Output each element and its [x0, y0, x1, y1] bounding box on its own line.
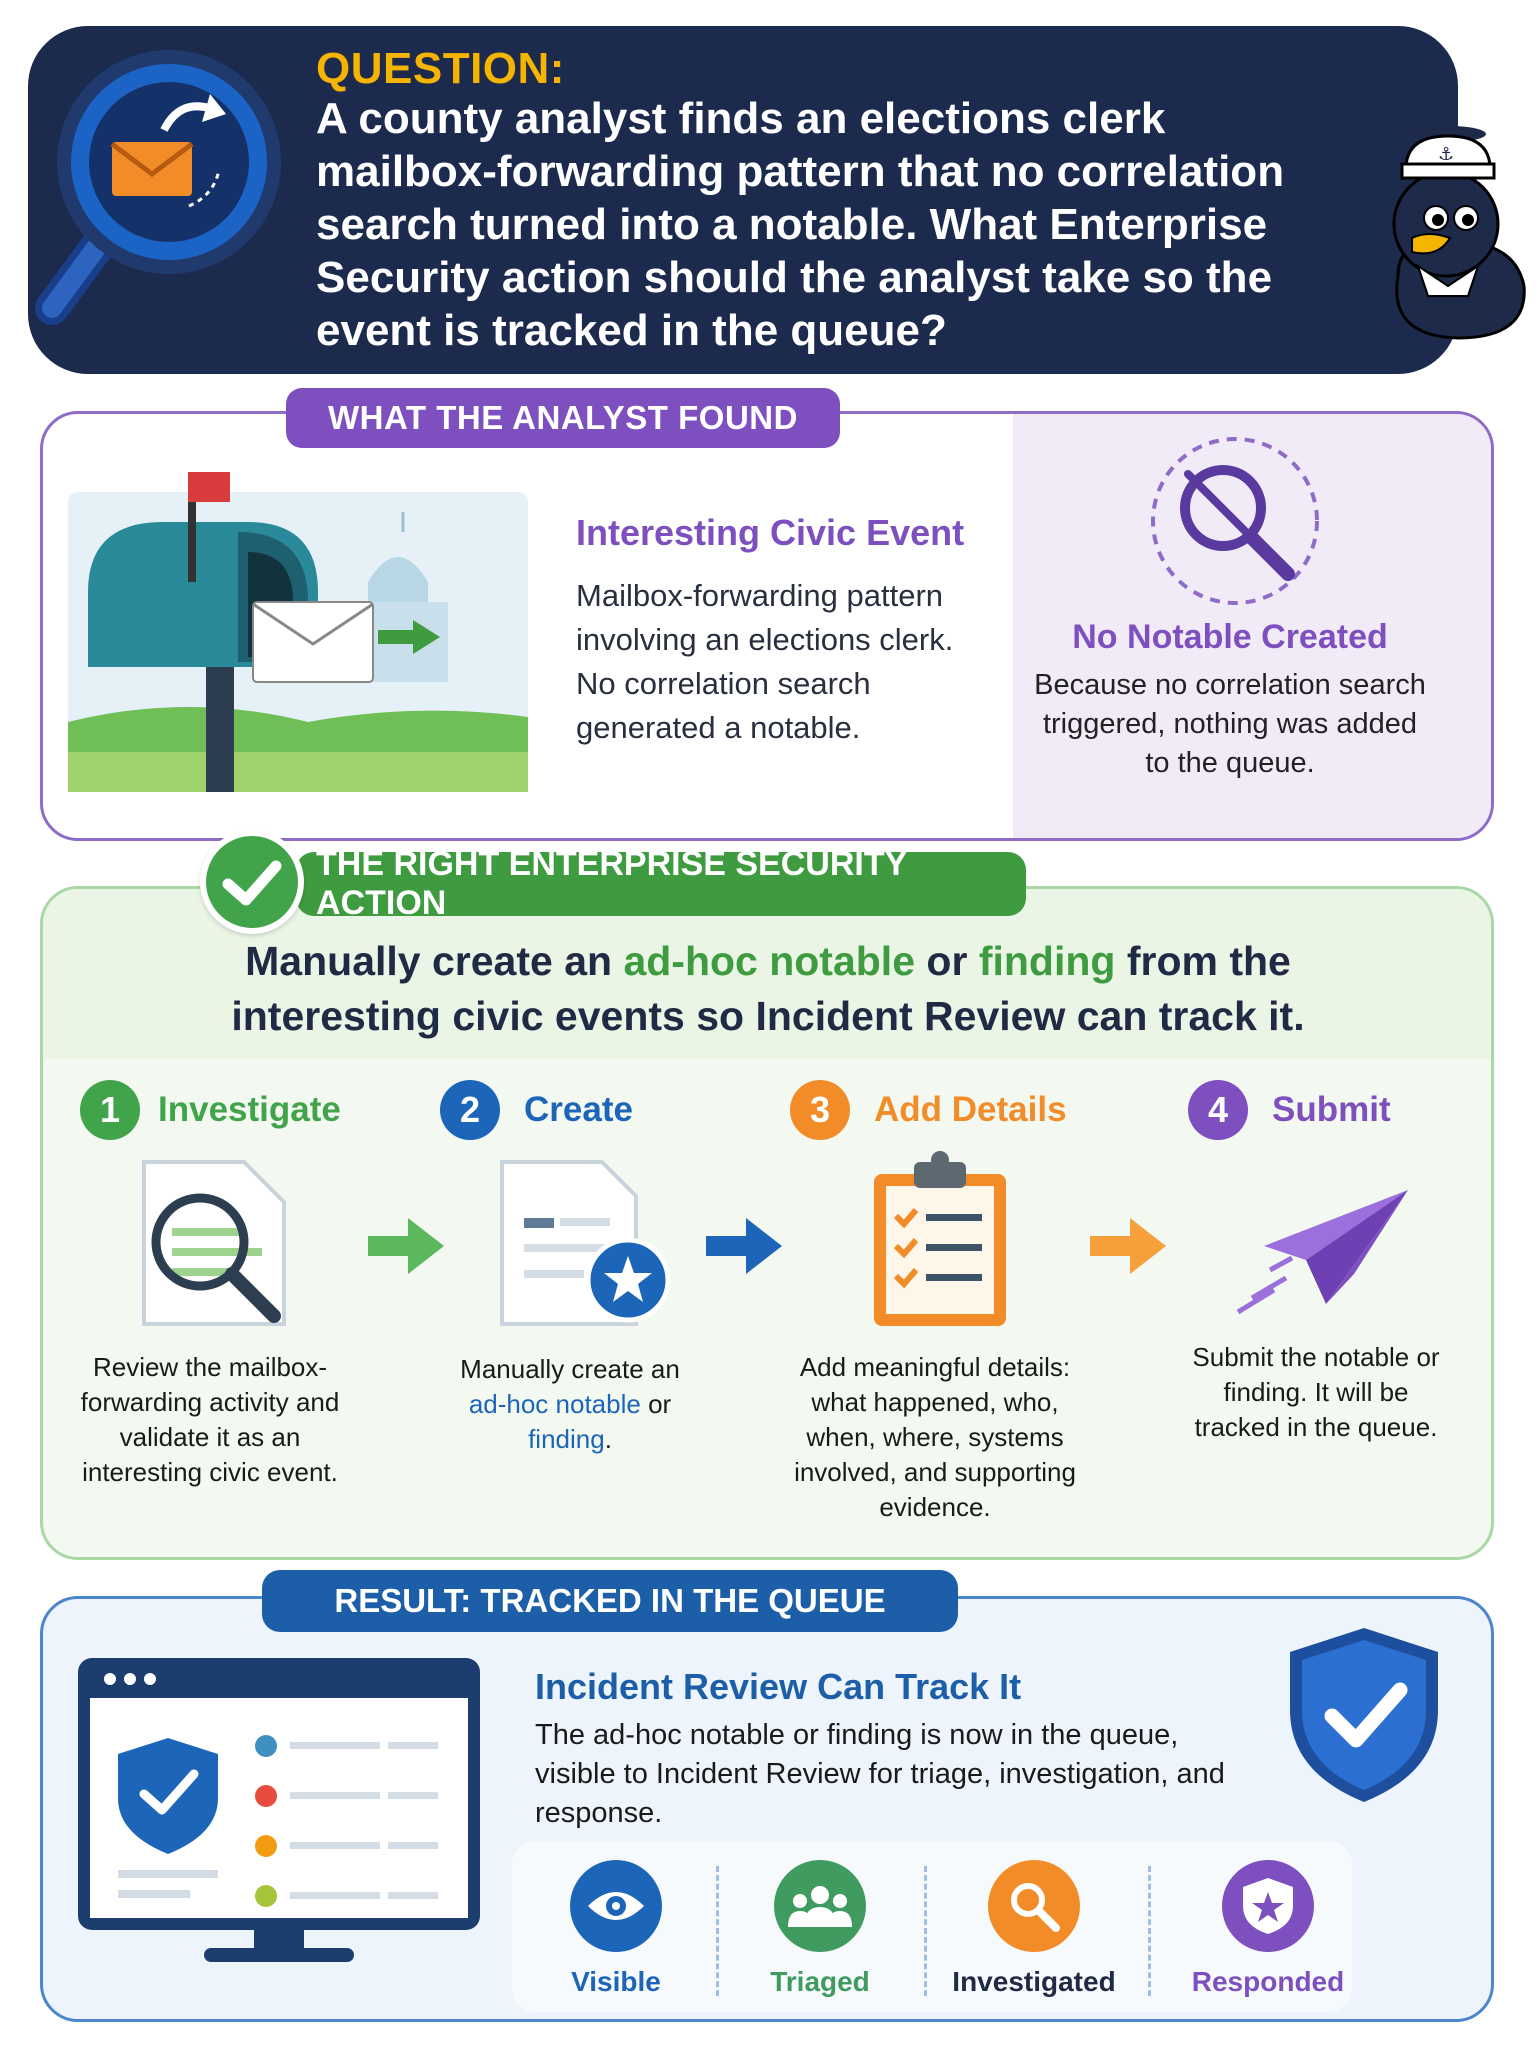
step-2-desc-text: . [604, 1424, 612, 1454]
sailor-duck-mascot [1368, 126, 1528, 346]
result-description: The ad-hoc notable or finding is now in the queue, visible to Incident Review for triage, investigation, and response. [535, 1719, 1225, 1829]
clipboard-checklist-icon [870, 1150, 1010, 1330]
headline-text: Manually create an [245, 938, 624, 984]
status-divider [924, 1866, 927, 1996]
step-2-desc-highlight: finding [528, 1424, 605, 1454]
shield-check-icon [1284, 1624, 1444, 1804]
magnifier-mail-icon [14, 30, 304, 330]
civic-event-title: Interesting Civic Event [576, 512, 965, 553]
status-visible-label: Visible [571, 1966, 661, 1997]
step-4-title: Submit [1272, 1090, 1391, 1129]
arrow-right-icon [706, 1218, 782, 1274]
no-notable-title: No Notable Created [1072, 618, 1388, 656]
step-2-description [440, 1352, 700, 1457]
eye-icon [570, 1860, 662, 1952]
step-2-desc-text: Manually create an [460, 1354, 680, 1384]
step-1-description: Review the mailbox-forwarding activity and validate it as an interesting civic event. [80, 1352, 340, 1487]
step-2-desc-highlight: ad-hoc notable [468, 1389, 641, 1419]
step-1-title: Investigate [158, 1090, 341, 1129]
result-section-tab: RESULT: TRACKED IN THE QUEUE [262, 1570, 958, 1632]
dashboard-monitor-illustration [78, 1658, 480, 1968]
status-divider [1148, 1866, 1151, 1996]
magnifier-icon [988, 1860, 1080, 1952]
checkmark-badge [200, 830, 304, 934]
mailbox-illustration [68, 472, 528, 792]
investigate-icon [134, 1158, 294, 1328]
no-search-icon [1148, 434, 1322, 608]
headline-text: from the [1115, 938, 1291, 984]
arrow-right-icon [368, 1218, 444, 1274]
step-3-title: Add Details [874, 1090, 1067, 1129]
step-2-title: Create [524, 1090, 633, 1129]
headline-text: interesting civic events so Incident Review can track it. [231, 993, 1305, 1039]
question-label: QUESTION: [316, 44, 565, 93]
check-icon [206, 836, 298, 928]
question-text: A county analyst finds an elections clerk mailbox-forwarding pattern that no correlation search turned into a notable. What Enterprise Security action should the analyst take so the event is tracked in the queue? [316, 94, 1285, 355]
step-2-number: 2 [440, 1080, 500, 1140]
step-4-description: Submit the notable or finding. It will be tracked in the queue. [1192, 1342, 1440, 1442]
shield-star-icon [1222, 1860, 1314, 1952]
step-3-number: 3 [790, 1080, 850, 1140]
found-section-tab: WHAT THE ANALYST FOUND [286, 388, 840, 448]
svg-text:⚓: ⚓ [1438, 144, 1455, 165]
status-responded-label: Responded [1191, 1966, 1345, 1997]
step-3-description: Add meaningful details: what happened, who, when, where, systems involved, and supporting evidence. [794, 1352, 1076, 1522]
result-title: Incident Review Can Track It [535, 1666, 1022, 1707]
civic-event-description: Mailbox-forwarding pattern involving an elections clerk. No correlation search generated a notable. [576, 578, 954, 745]
status-investigated-label: Investigated [952, 1966, 1116, 1997]
arrow-right-icon [1090, 1218, 1166, 1274]
status-divider [716, 1866, 719, 1996]
step-2-desc-text: or [640, 1389, 672, 1419]
status-triaged-label: Triaged [770, 1966, 870, 1997]
paper-plane-icon [1234, 1186, 1414, 1316]
group-icon [774, 1860, 866, 1952]
step-1-number: 1 [80, 1080, 140, 1140]
headline-highlight-finding: finding [978, 938, 1116, 984]
no-notable-description: Because no correlation search triggered, nothing was added to the queue. [1034, 669, 1426, 779]
create-document-icon [496, 1158, 672, 1330]
action-section-tab: THE RIGHT ENTERPRISE SECURITY ACTION [296, 852, 1026, 916]
action-headline [120, 934, 1416, 1044]
step-4-number: 4 [1188, 1080, 1248, 1140]
headline-highlight-notable: ad-hoc notable [623, 938, 916, 984]
headline-text: or [915, 938, 979, 984]
